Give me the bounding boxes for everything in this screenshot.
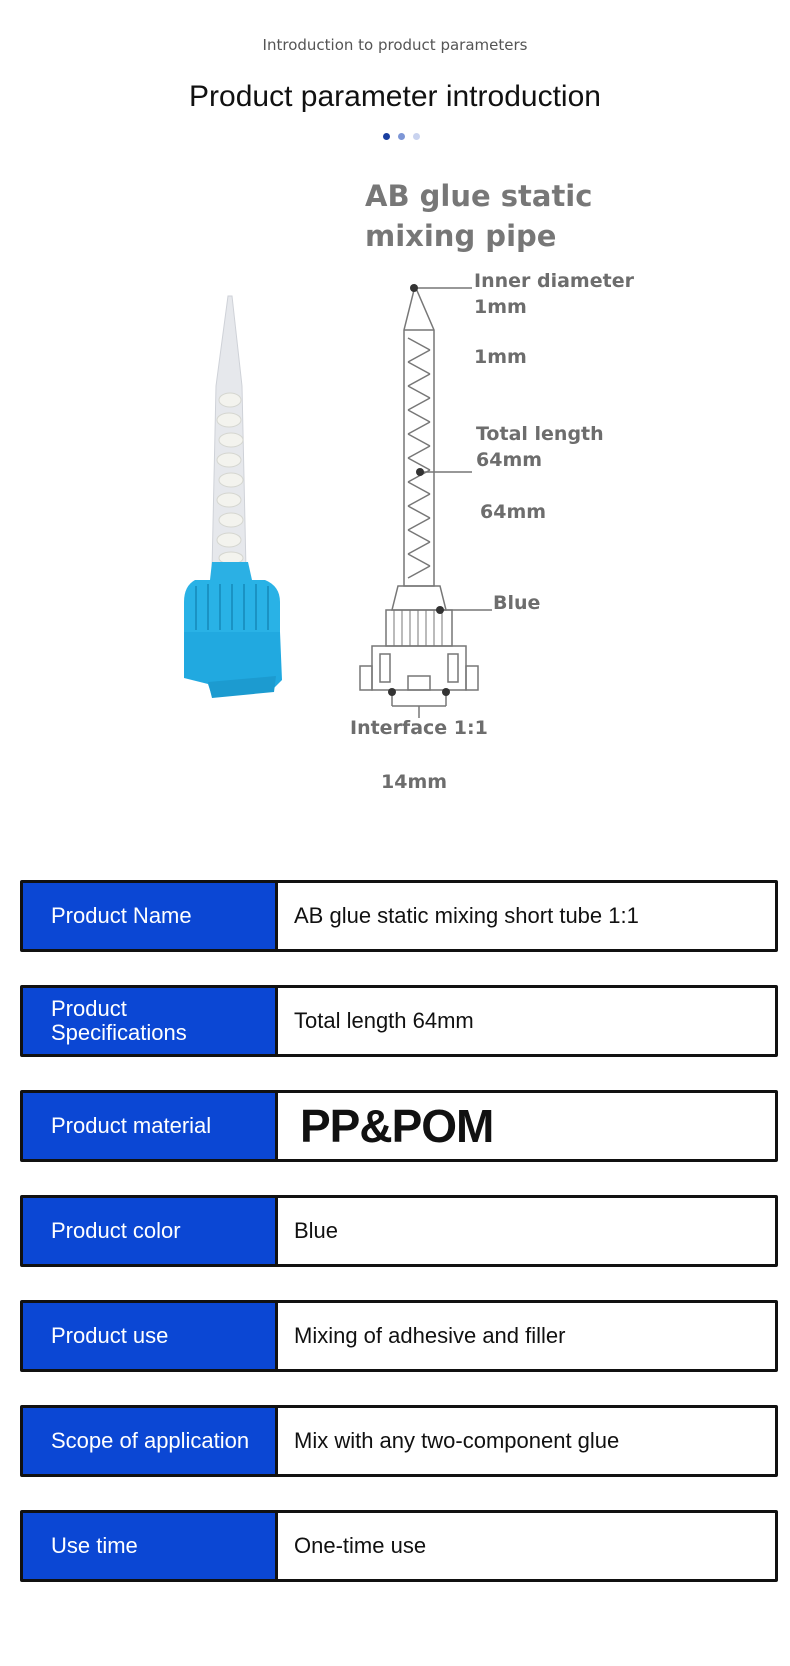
color-label: Blue (493, 592, 541, 614)
param-value: One-time use (294, 1533, 427, 1558)
figure-title-line1: AB glue static (365, 179, 593, 213)
interface-label: Interface 1:1 (350, 717, 488, 739)
carousel-dots (383, 133, 420, 140)
figure-title-line2: mixing pipe (365, 219, 557, 253)
param-value: Mix with any two-component glue (294, 1428, 620, 1453)
param-row-specifications (20, 985, 778, 1057)
param-row-product-name (20, 880, 778, 952)
param-row-color (20, 1195, 778, 1267)
param-row-use (20, 1300, 778, 1372)
param-label: Product material (23, 1093, 275, 1159)
total-length-label: Total length (476, 423, 604, 445)
section-subtitle: Introduction to product parameters (262, 36, 528, 54)
param-value: Mixing of adhesive and filler (294, 1323, 566, 1348)
param-label: Use time (23, 1513, 275, 1579)
carousel-dot-3 (413, 133, 420, 140)
page-title: Product parameter introduction (189, 80, 601, 113)
inner-diameter-value-2: 1mm (474, 346, 527, 368)
inner-diameter-label: Inner diameter (474, 270, 634, 292)
param-label: Product Specifications (23, 988, 275, 1054)
param-value: Blue (294, 1218, 339, 1243)
carousel-dot-2 (398, 133, 405, 140)
param-label: Product Name (23, 883, 275, 949)
total-length-value: 64mm (476, 449, 543, 471)
param-label: Product use (23, 1303, 275, 1369)
total-length-value-2: 64mm (480, 501, 547, 523)
param-value: AB glue static mixing short tube 1:1 (294, 903, 639, 928)
param-label: Scope of application (23, 1408, 275, 1474)
param-row-scope (20, 1405, 778, 1477)
param-value: PP&POM (300, 1100, 494, 1152)
param-label: Product color (23, 1198, 275, 1264)
carousel-dot-1 (383, 133, 390, 140)
inner-diameter-value: 1mm (474, 296, 527, 318)
param-row-use-time (20, 1510, 778, 1582)
param-row-material (20, 1090, 778, 1162)
param-value: Total length 64mm (294, 1008, 474, 1033)
product-figure (0, 170, 790, 850)
interface-value: 14mm (381, 771, 448, 793)
mixing-nozzle-photo (0, 170, 790, 850)
